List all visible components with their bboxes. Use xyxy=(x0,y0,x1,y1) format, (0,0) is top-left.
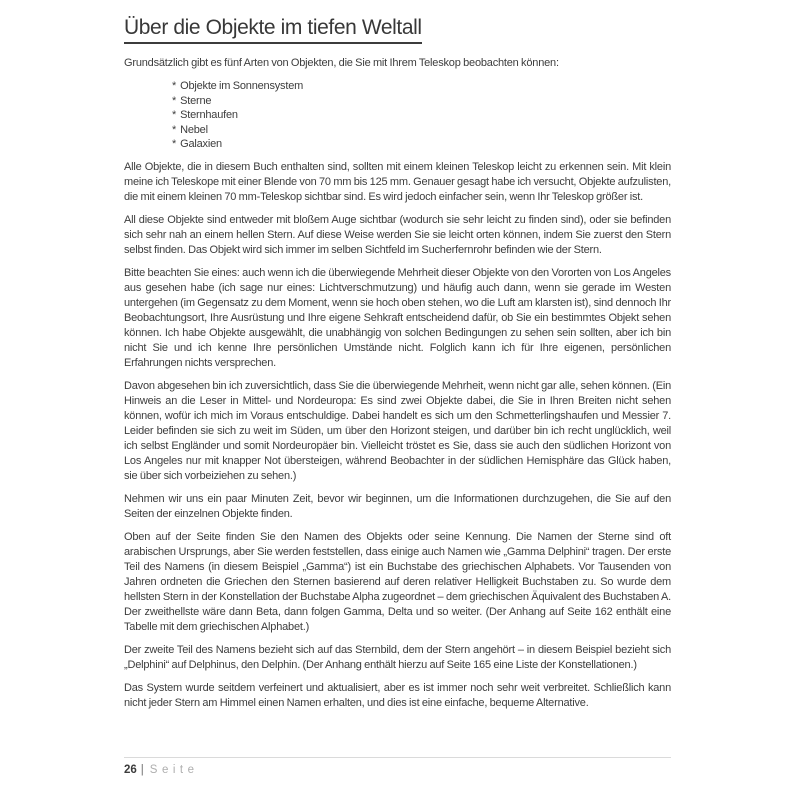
list-item xyxy=(172,79,671,94)
page-number: 26 xyxy=(124,764,137,776)
bullet-marker: * xyxy=(172,138,177,151)
list-item xyxy=(172,94,671,109)
page-content xyxy=(124,16,671,719)
body-paragraph: All diese Objekte sind entweder mit bloßem Auge sichtbar (wodurch sie sehr leicht zu finden sind), oder sie befinden sich sehr nah an einem hellen Stern. Auf diese Weise werden Sie sie leicht orten können, indem Sie zuerst den Stern selbst finden. Das Objekt wird sich immer im selben Sichtfeld im Sucherfernrohr befinden wie der Stern. xyxy=(124,213,671,256)
bullet-marker: * xyxy=(172,123,177,136)
list-item xyxy=(172,108,671,123)
list-item-label: Galaxien xyxy=(180,138,222,151)
body-paragraph: Nehmen wir uns ein paar Minuten Zeit, bevor wir beginnen, um die Informationen durchzugehen, die Sie auf den Seiten der einzelnen Objekte finden. xyxy=(124,492,671,520)
bullet-marker: * xyxy=(172,80,177,93)
footer-separator: | xyxy=(140,764,144,776)
footer-label: Seite xyxy=(149,764,199,776)
list-item-label: Sterne xyxy=(180,94,212,107)
body-paragraph: Bitte beachten Sie eines: auch wenn ich die überwiegende Mehrheit dieser Objekte von den Vororten von Los Angeles aus gesehen habe (ich sage nur eines: Lichtverschmutzung) und häufig auch dann, wenn sie gerade im Westen untergehen (im Gegensatz zu dem Moment, wenn sie hoch oben stehen, wo die Luft am klarsten ist), sind dennoch Ihr Beobachtungsort, Ihre Ausrüstung und Ihre eigene Sehkraft entscheidend dafür, ob Sie ein bestimmtes Objekt sehen können. Ich habe Objekte ausgewählt, die unabhängig von solchen Bedingungen zu sehen sein sollten, aber ich bin nicht Sie und ich kenne Ihre persönlichen Umstände nicht. Folglich kann ich für Ihre eigenen, persönlichen Erfahrungen nichts versprechen. xyxy=(124,266,671,369)
page-title: Über die Objekte im tiefen Weltall xyxy=(124,16,422,44)
list-item xyxy=(172,137,671,152)
object-type-list xyxy=(124,79,671,152)
body-paragraph: Oben auf der Seite finden Sie den Namen des Objekts oder seine Kennung. Die Namen der Sterne sind oft arabischen Ursprungs, aber Sie werden feststellen, dass einige auch Namen wie „Gamma Delphini“ tragen. Der erste Teil des Namens (in diesem Beispiel „Gamma“) ist ein Buchstabe des griechischen Alphabets. Vor Tausenden von Jahren ordneten die Griechen den Sternen basierend auf deren relativer Helligkeit Buchstaben zu. So wurde dem hellsten Stern in der Konstellation der Buchstabe Alpha zugeordnet – dem griechischen Äquivalent des Buchstaben A. Der zweithellste wäre dann Beta, dann folgen Gamma, Delta und so weiter. (Der Anhang auf Seite 162 enthält eine Tabelle mit dem griechischen Alphabet.) xyxy=(124,530,671,633)
list-item-label: Sternhaufen xyxy=(180,109,238,122)
bullet-marker: * xyxy=(172,94,177,107)
body-paragraph: Der zweite Teil des Namens bezieht sich auf das Sternbild, dem der Stern angehört – in diesem Beispiel bezieht sich „Delphini“ auf Delphinus, den Delphin. (Der Anhang enthält hierzu auf Seite 165 eine Liste der Konstellationen.) xyxy=(124,643,671,671)
body-paragraph: Davon abgesehen bin ich zuversichtlich, dass Sie die überwiegende Mehrheit, wenn nicht gar alle, sehen können. (Ein Hinweis an die Leser in Mittel- und Nordeuropa: Es sind zwei Objekte dabei, die Sie in Ihren Breiten nicht sehen können, wofür ich mich im Voraus entschuldige. Dabei handelt es sich um den Schmetterlingshaufen und Messier 7. Leider befinden sie sich zu weit im Süden, um über den Horizont steigen, und darüber bin ich recht unglücklich, weil ich selbst Engländer und somit Nordeuropäer bin. Vielleicht tröstet es Sie, dass sie auch den südlichen Horizont von Los Angeles nur mit knapper Not übersteigen, während Beobachter in der südlichen Hemisphäre das Glück haben, sie über sich vorbeiziehen zu sehen.) xyxy=(124,379,671,482)
body-paragraph: Alle Objekte, die in diesem Buch enthalten sind, sollten mit einem kleinen Teleskop leicht zu erkennen sein. Mit klein meine ich Teleskope mit einer Blende von 70 mm bis 125 mm. Genauer gesagt habe ich versucht, Objekte aufzulisten, die mit einem kleinen 70 mm-Teleskop sichtbar sind. Es wird jedoch einfacher sein, wenn Ihr Teleskop größer ist. xyxy=(124,160,671,203)
list-item-label: Nebel xyxy=(180,123,208,136)
bullet-marker: * xyxy=(172,109,177,122)
list-item xyxy=(172,123,671,138)
body-paragraph: Das System wurde seitdem verfeinert und aktualisiert, aber es ist immer noch sehr weit verbreitet. Schließlich kann nicht jeder Stern am Himmel einen Namen erhalten, und dies ist eine einfache, bequeme Alternative. xyxy=(124,681,671,709)
page-footer xyxy=(124,757,671,776)
intro-paragraph: Grundsätzlich gibt es fünf Arten von Objekten, die Sie mit Ihrem Teleskop beobachten können: xyxy=(124,57,559,70)
list-item-label: Objekte im Sonnensystem xyxy=(180,80,304,93)
